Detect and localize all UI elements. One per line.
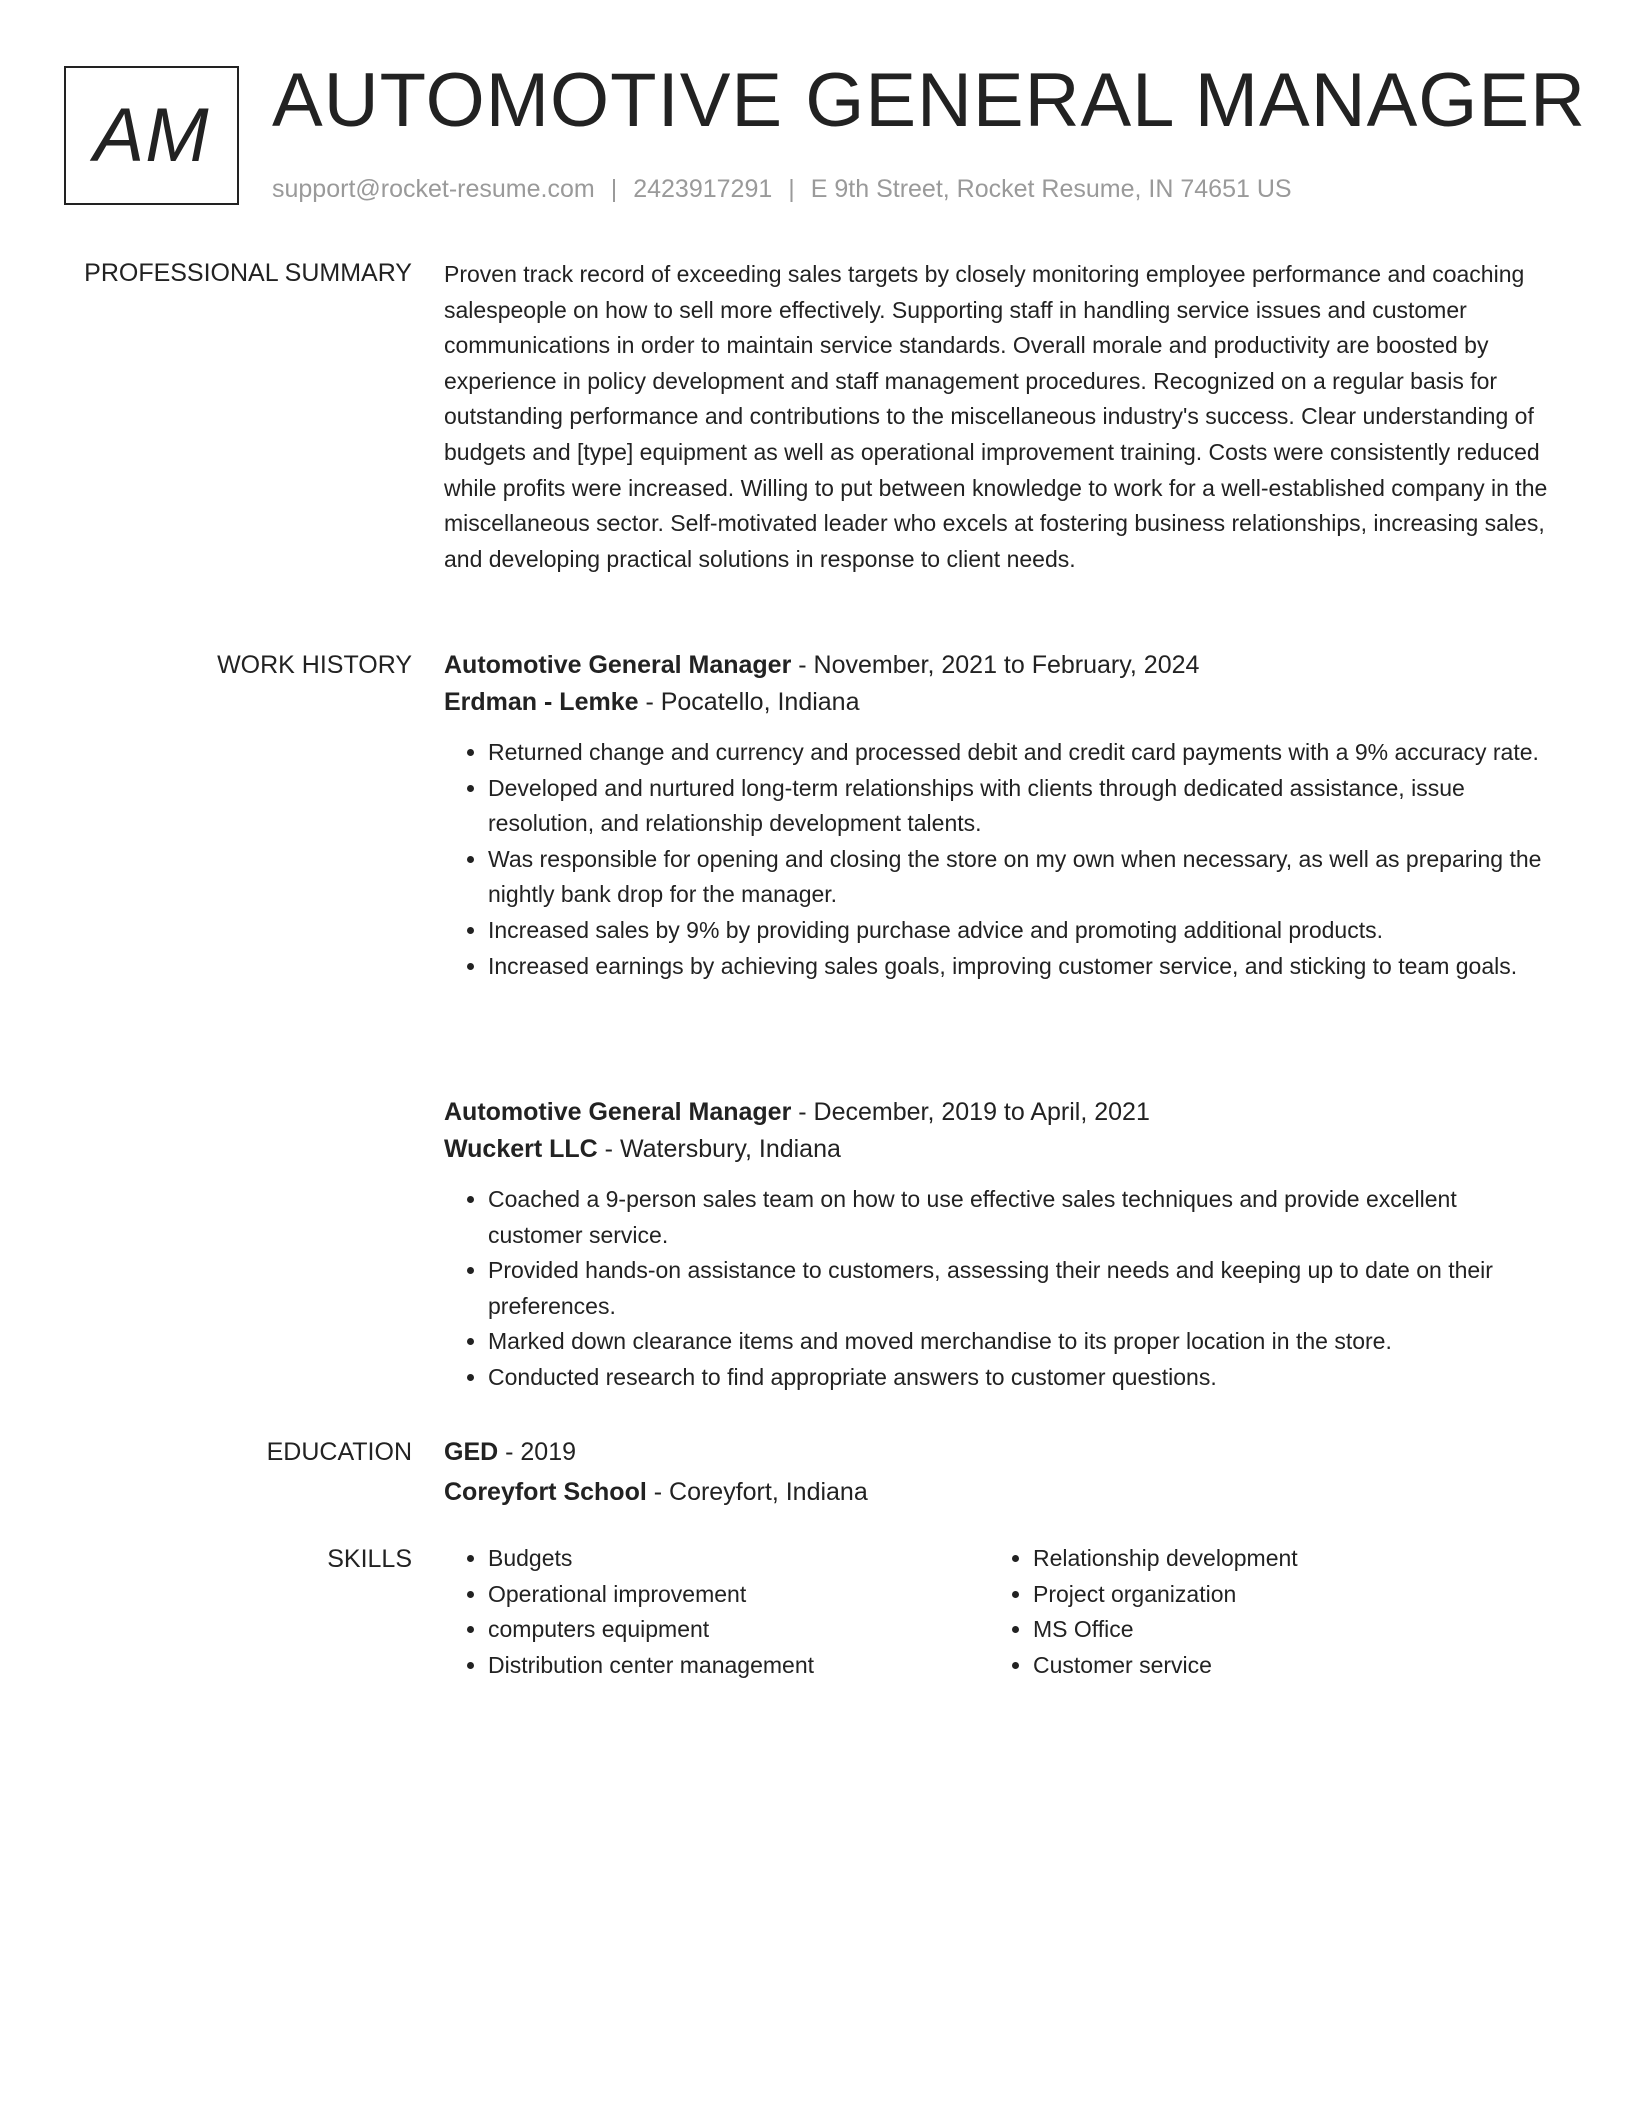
skills-column — [989, 1541, 1534, 1683]
contact-separator: | — [788, 175, 795, 203]
job-dates: - November, 2021 to February, 2024 — [791, 651, 1200, 679]
education-location: - Coreyfort, Indiana — [646, 1478, 868, 1506]
summary-text: Proven track record of exceeding sales targets by closely monitoring employee performance and coaching salespeople on how to sell more effectively. Supporting staff in handling service issues and customer communications in order to maintain service standards. Overall morale and productivity are boosted by experience in policy development and staff management procedures. Recognized on a regular basis for outstanding performance and contributions to the miscellaneous industry's success. Clear understanding of budgets and [type] equipment as well as operational improvement training. Costs were consistently reduced while profits were increased. Willing to put between knowledge to work for a well-established company in the miscellaneous sector. Self-motivated leader who excels at fostering business relationships, increasing sales, and developing practical solutions in response to client needs. — [444, 261, 1548, 572]
skill-item: • computers equipment — [488, 1612, 989, 1648]
job-location: - Watersbury, Indiana — [597, 1135, 841, 1163]
section-label-work-history: WORK HISTORY — [217, 651, 412, 679]
skills-grid — [444, 1541, 1556, 1683]
job-bullet: • Coached a 9-person sales team on how to use effective sales techniques and provide excellent customer service. — [488, 1182, 1556, 1253]
job-bullet: • Provided hands-on assistance to customers, assessing their needs and keeping up to date on their preferences. — [488, 1253, 1556, 1324]
job-company: Wuckert LLC — [444, 1135, 598, 1163]
contact-address: E 9th Street, Rocket Resume, IN 74651 US — [810, 175, 1292, 203]
education-degree-line — [444, 1434, 1556, 1471]
monogram-initials: AM — [93, 93, 210, 178]
job-bullet: • Increased earnings by achieving sales goals, improving customer service, and sticking to team goals. — [488, 949, 1556, 985]
section-label-summary: PROFESSIONAL SUMMARY — [84, 259, 412, 287]
skills-section — [444, 1541, 1556, 1683]
job-title: Automotive General Manager — [444, 1098, 792, 1126]
job-location: - Pocatello, Indiana — [638, 688, 860, 716]
skill-item: • Project organization — [1033, 1577, 1534, 1613]
job-title-line — [444, 1094, 1556, 1131]
job-company-line — [444, 684, 1556, 721]
monogram-box — [64, 66, 239, 205]
job-bullets — [444, 735, 1556, 984]
education-entry — [444, 1434, 1556, 1511]
section-label-skills: SKILLS — [327, 1545, 412, 1573]
job-bullet: • Marked down clearance items and moved merchandise to its proper location in the store. — [488, 1324, 1556, 1360]
skill-item: • Distribution center management — [488, 1648, 989, 1684]
job-title: Automotive General Manager — [444, 651, 792, 679]
education-degree: GED — [444, 1438, 499, 1466]
job-bullet: • Was responsible for opening and closing the store on my own when necessary, as well as preparing the nightly bank drop for the manager. — [488, 842, 1556, 913]
skill-item: • Operational improvement — [488, 1577, 989, 1613]
skill-item: • Customer service — [1033, 1648, 1534, 1684]
job-bullets — [444, 1182, 1556, 1396]
job-dates: - December, 2019 to April, 2021 — [791, 1098, 1150, 1126]
contact-email: support@rocket-resume.com — [272, 175, 595, 203]
job-company: Erdman - Lemke — [444, 688, 639, 716]
contact-separator: | — [610, 175, 618, 203]
job-bullet: • Increased sales by 9% by providing purchase advice and promoting additional products. — [488, 913, 1556, 949]
job-title-line — [444, 647, 1556, 684]
job-entry — [444, 647, 1556, 984]
skill-item: • MS Office — [1033, 1612, 1534, 1648]
education-school: Coreyfort School — [444, 1478, 647, 1506]
summary-section — [444, 257, 1556, 577]
education-school-line — [444, 1474, 1556, 1511]
job-company-line — [444, 1131, 1556, 1168]
skill-item: • Budgets — [488, 1541, 989, 1577]
contact-phone: 2423917291 — [633, 175, 773, 203]
job-bullet: • Returned change and currency and processed debit and credit card payments with a 9% accuracy rate. — [488, 735, 1556, 771]
contact-line — [272, 172, 1292, 206]
section-label-education: EDUCATION — [266, 1438, 412, 1466]
job-bullet: • Developed and nurtured long-term relationships with clients through dedicated assistance, issue resolution, and relationship development talents. — [488, 771, 1556, 842]
job-entry — [444, 1094, 1556, 1396]
skill-item: • Relationship development — [1033, 1541, 1534, 1577]
education-year: - 2019 — [498, 1438, 577, 1466]
resume-title: AUTOMOTIVE GENERAL MANAGER — [272, 58, 1586, 143]
job-bullet: • Conducted research to find appropriate answers to customer questions. — [488, 1360, 1556, 1396]
skills-column — [444, 1541, 989, 1683]
